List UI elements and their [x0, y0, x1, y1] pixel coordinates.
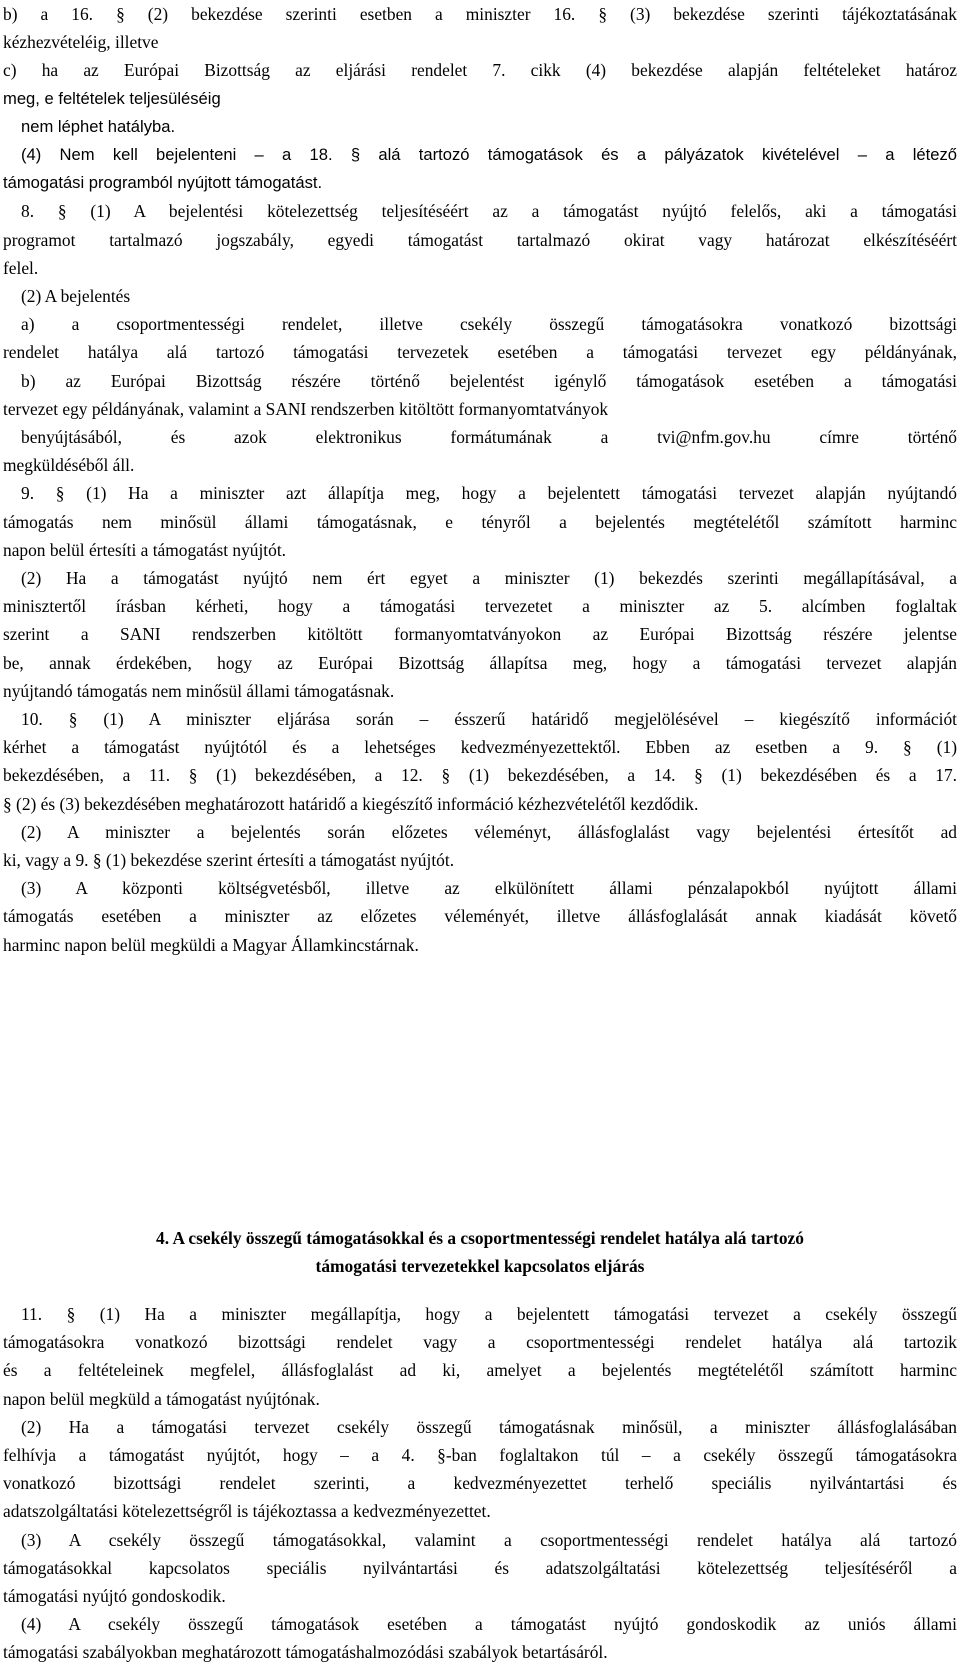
- text-line: a) a csoportmentességi rendelet, illetve csekély összegű támogatásokra vonatkozó bizottsági: [21, 314, 957, 335]
- text-line: (4) Nem kell bejelenteni – a 18. § alá tartozó támogatások és a pályázatok kivételével – a létező: [21, 145, 957, 164]
- text-line: támogatás nem minősül állami támogatásnak, e tényről a bejelentés megtételétől számított harminc: [3, 511, 957, 532]
- text-line: 10. § (1) A miniszter eljárása során – ésszerű határidő megjelölésével – kiegészítő információt: [21, 709, 957, 729]
- text-line: nyújtandó támogatás nem minősül állami támogatásnak.: [3, 680, 395, 701]
- text-line: c) ha az Európai Bizottság az eljárási rendelet 7. cikk (4) bekezdése alapján feltételeket határoz: [3, 60, 957, 81]
- text-line: be, annak érdekében, hogy az Európai Bizottság állapítsa meg, hogy a támogatási tervezet alapján: [3, 652, 957, 673]
- text-line: megküldéséből áll.: [3, 455, 135, 476]
- text-line: b) az Európai Bizottság részére történő bejelentést igénylő támogatások esetében a támogatási: [21, 370, 957, 391]
- text-line: (3) A csekély összegű támogatásokkal, valamint a csoportmentességi rendelet hatálya alá tartozó: [21, 1529, 957, 1550]
- text-line: felel.: [3, 257, 39, 278]
- text-line: minisztertől írásban kérheti, hogy a támogatási tervezetet a miniszter az 5. alcímben foglaltak: [3, 596, 957, 617]
- text-line: napon belül megküld a támogatást nyújtónak.: [3, 1388, 320, 1409]
- text-line: és a feltételeinek megfelel, állásfoglalást ad ki, amelyet a bejelentés megtételétől számított harminc: [3, 1360, 957, 1381]
- text-line: (2) Ha a támogatást nyújtó nem ért egyet a miniszter (1) bekezdés szerinti megállapításával, a: [21, 568, 957, 588]
- text-line: rendelet hatálya alá tartozó támogatási tervezetek esetében a támogatási tervezet egy példányának,: [3, 342, 957, 363]
- text-line: támogatási szabályokban meghatározott támogatáshalmozódási szabályok betartásáról.: [3, 1642, 608, 1663]
- section-heading-line-1: 4. A csekély összegű támogatásokkal és a csoportmentességi rendelet hatálya alá tartozó: [156, 1228, 804, 1248]
- text-line: tervezet egy példányának, valamint a SANI rendszerben kitöltött formanyomtatványok: [3, 398, 609, 419]
- section-heading-line-2: támogatási tervezetekkel kapcsolatos eljárás: [315, 1256, 645, 1276]
- text-line: felhívja a támogatást nyújtót, hogy – a 4. §-ban foglaltakon túl – a csekély összegű támogatásokra: [3, 1445, 957, 1465]
- text-line: (2) A bejelentés: [21, 286, 131, 306]
- text-line: támogatás esetében a miniszter az előzetes véleményét, illetve állásfoglalását annak kiadását követő: [3, 906, 957, 927]
- text-line: támogatásokra vonatkozó bizottsági rendelet vagy a csoportmentességi rendelet hatálya alá tartozik: [3, 1332, 957, 1353]
- text-line: meg, e feltételek teljesüléséig: [3, 88, 221, 108]
- text-line: bekezdésében, a 11. § (1) bekezdésében, a 12. § (1) bekezdésében, a 14. § (1) bekezdésében és a 17.: [3, 765, 957, 786]
- text-line: (2) Ha a támogatási tervezet csekély összegű támogatásnak minősül, a miniszter állásfoglalásában: [21, 1416, 957, 1437]
- text-line: 11. § (1) Ha a miniszter megállapítja, hogy a bejelentett támogatási tervezet a csekély összegű: [21, 1304, 957, 1324]
- text-line: b) a 16. § (2) bekezdése szerinti esetben a miniszter 16. § (3) bekezdése szerinti tájékoztatásának: [3, 4, 957, 24]
- text-line: kérhet a támogatást nyújtótól és a lehetséges kedvezményezettektől. Ebben az esetben a 9. § (1): [3, 737, 957, 758]
- text-line: adatszolgáltatási kötelezettségről is tájékoztassa a kedvezményezettet.: [3, 1501, 491, 1522]
- text-line: harminc napon belül megküldi a Magyar Államkincstárnak.: [3, 934, 419, 955]
- text-line: ki, vagy a 9. § (1) bekezdése szerint értesíti a támogatást nyújtót.: [3, 850, 455, 870]
- text-line: nem léphet hatályba.: [21, 116, 176, 136]
- text-line: 8. § (1) A bejelentési kötelezettség teljesítéséért az a támogatást nyújtó felelős, aki a támogatási: [21, 201, 957, 222]
- text-line: (3) A központi költségvetésből, illetve az elkülönített állami pénzalapokból nyújtott állami: [21, 878, 957, 899]
- text-line: támogatási nyújtó gondoskodik.: [3, 1586, 226, 1606]
- text-line: § (2) és (3) bekezdésében meghatározott határidő a kiegészítő információ kézhezvételétől kezdődik.: [3, 793, 699, 814]
- text-line: szerint a SANI rendszerben kitöltött formanyomtatványokon az Európai Bizottság részére jelentse: [3, 624, 957, 645]
- text-line: kézhezvételéig, illetve: [3, 32, 159, 53]
- text-line: 9. § (1) Ha a miniszter azt állapítja meg, hogy a bejelentett támogatási tervezet alapján nyújtandó: [21, 483, 957, 504]
- text-line: támogatási programból nyújtott támogatást.: [3, 173, 323, 193]
- text-line: (2) A miniszter a bejelentés során előzetes véleményt, állásfoglalást vagy bejelentési értesítőt ad: [21, 821, 957, 842]
- text-line: támogatásokkal kapcsolatos speciális nyilvántartási és adatszolgáltatási kötelezettség teljesítéséről a: [3, 1557, 957, 1578]
- text-line: programot tartalmazó jogszabály, egyedi támogatást tartalmazó okirat vagy határozat elkészítéséért: [3, 229, 957, 250]
- text-line: vonatkozó bizottsági rendelet szerinti, a kedvezményezettet terhelő speciális nyilvántartási és: [3, 1473, 957, 1494]
- text-line: napon belül értesíti a támogatást nyújtót.: [3, 539, 287, 560]
- text-line[interactable]: benyújtásából, és azok elektronikus formátumának a tvi@nfm.gov.hu címre történő: [21, 427, 957, 447]
- text-line: (4) A csekély összegű támogatások esetében a támogatást nyújtó gondoskodik az uniós állami: [21, 1614, 957, 1635]
